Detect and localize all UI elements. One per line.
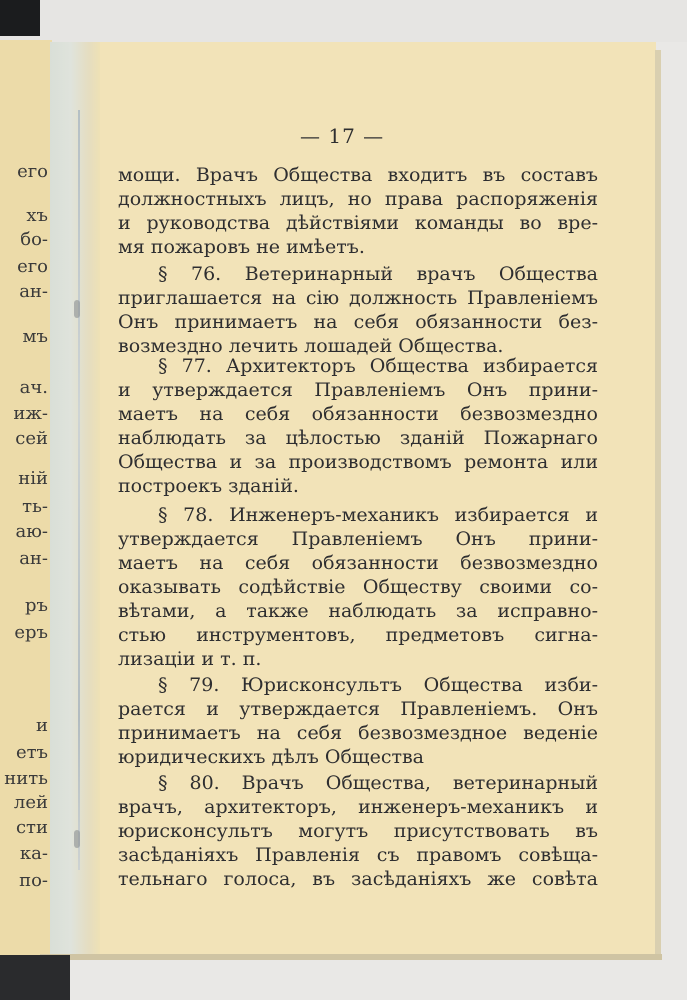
left-page-fragment: его: [17, 256, 48, 277]
text-line: и утверждается Правленіемъ Онъ прини-: [118, 379, 598, 401]
text-line: маетъ на себя обязанности безвозмездно: [118, 552, 598, 574]
text-line: оказывать содѣйствіе Обществу своими со-: [118, 576, 598, 598]
left-page-fragment: лей: [13, 792, 48, 813]
left-page-fragment: ач.: [19, 377, 48, 398]
left-page-fragment: ка-: [19, 843, 48, 864]
text-line: тельнаго голоса, въ засѣданіяхъ же совѣта: [118, 868, 598, 890]
left-page-fragment: и: [36, 715, 48, 736]
text-line: утверждается Правленіемъ Онъ прини-: [118, 528, 598, 550]
scanner-edge-top: [0, 0, 40, 36]
left-page-fragment: ній: [18, 468, 48, 489]
left-page: [0, 40, 52, 958]
binding-thread: [78, 110, 80, 870]
text-line: и руководства дѣйствіями команды во вре-: [118, 212, 598, 234]
text-line: принимаетъ на себя безвозмездное веденіе: [118, 722, 598, 744]
left-page-fragment: ан-: [19, 548, 48, 569]
left-page-fragment: нить: [4, 768, 48, 789]
scanner-edge-bottom: [0, 955, 70, 1000]
text-line: § 78. Инженеръ-механикъ избирается и: [158, 504, 598, 526]
page-bottom-edge: [40, 954, 662, 960]
text-line: приглашается на сію должность Правленіемъ: [118, 287, 598, 309]
book-gutter: [50, 42, 102, 957]
text-line: мощи. Врачъ Общества входитъ въ составъ: [118, 164, 598, 186]
left-page-fragment: сти: [15, 817, 48, 838]
left-page-fragment: мъ: [22, 326, 48, 347]
text-line: мя пожаровъ не имѣетъ.: [118, 236, 365, 258]
text-line: возмездно лечить лошадей Общества.: [118, 335, 504, 357]
text-line: § 80. Врачъ Общества, ветеринарный: [158, 772, 598, 794]
text-line: Онъ принимаетъ на себя обязанности без-: [118, 311, 598, 333]
text-line: лизаціи и т. п.: [118, 648, 262, 670]
left-page-fragment: сей: [15, 428, 48, 449]
left-page-fragment: иж-: [13, 403, 48, 424]
left-page-fragment: етъ: [15, 742, 48, 763]
page-edge: [655, 50, 661, 955]
binding-stitch: [74, 300, 80, 318]
text-line: засѣданіяхъ Правленія съ правомъ совѣща-: [118, 844, 598, 866]
left-page-fragment: еръ: [14, 622, 48, 643]
left-page-fragment: бо-: [20, 229, 48, 250]
text-line: рается и утверждается Правленіемъ. Онъ: [118, 698, 598, 720]
text-line: построекъ зданій.: [118, 475, 299, 497]
binding-stitch: [74, 830, 80, 848]
left-page-fragment: ан-: [19, 281, 48, 302]
page-number: — 17 —: [300, 124, 385, 148]
text-line: наблюдать за цѣлостью зданій Пожарнаго: [118, 427, 598, 449]
left-page-fragment: его: [17, 161, 48, 182]
text-line: врачъ, архитекторъ, инженеръ-механикъ и: [118, 796, 598, 818]
text-line: маетъ на себя обязанности безвозмездно: [118, 403, 598, 425]
text-line: вѣтами, а также наблюдать за исправно-: [118, 600, 598, 622]
left-page-fragment: хъ: [26, 205, 48, 226]
text-line: Общества и за производствомъ ремонта или: [118, 451, 598, 473]
left-page-fragment: ть-: [22, 496, 48, 517]
text-line: стью инструментовъ, предметовъ сигна-: [118, 624, 598, 646]
text-line: должностныхъ лицъ, но права распоряженія: [118, 188, 598, 210]
text-line: § 77. Архитекторъ Общества избирается: [158, 355, 598, 377]
left-page-fragment: аю-: [15, 521, 48, 542]
scan-background: [0, 0, 687, 42]
text-line: § 79. Юрисконсультъ Общества изби-: [158, 674, 598, 696]
text-line: юридическихъ дѣлъ Общества: [118, 746, 425, 768]
left-page-fragment: по-: [19, 870, 48, 891]
left-page-fragment: ръ: [25, 595, 48, 616]
text-line: § 76. Ветеринарный врачъ Общества: [158, 263, 598, 285]
text-line: юрисконсультъ могутъ присутствовать въ: [118, 820, 598, 842]
